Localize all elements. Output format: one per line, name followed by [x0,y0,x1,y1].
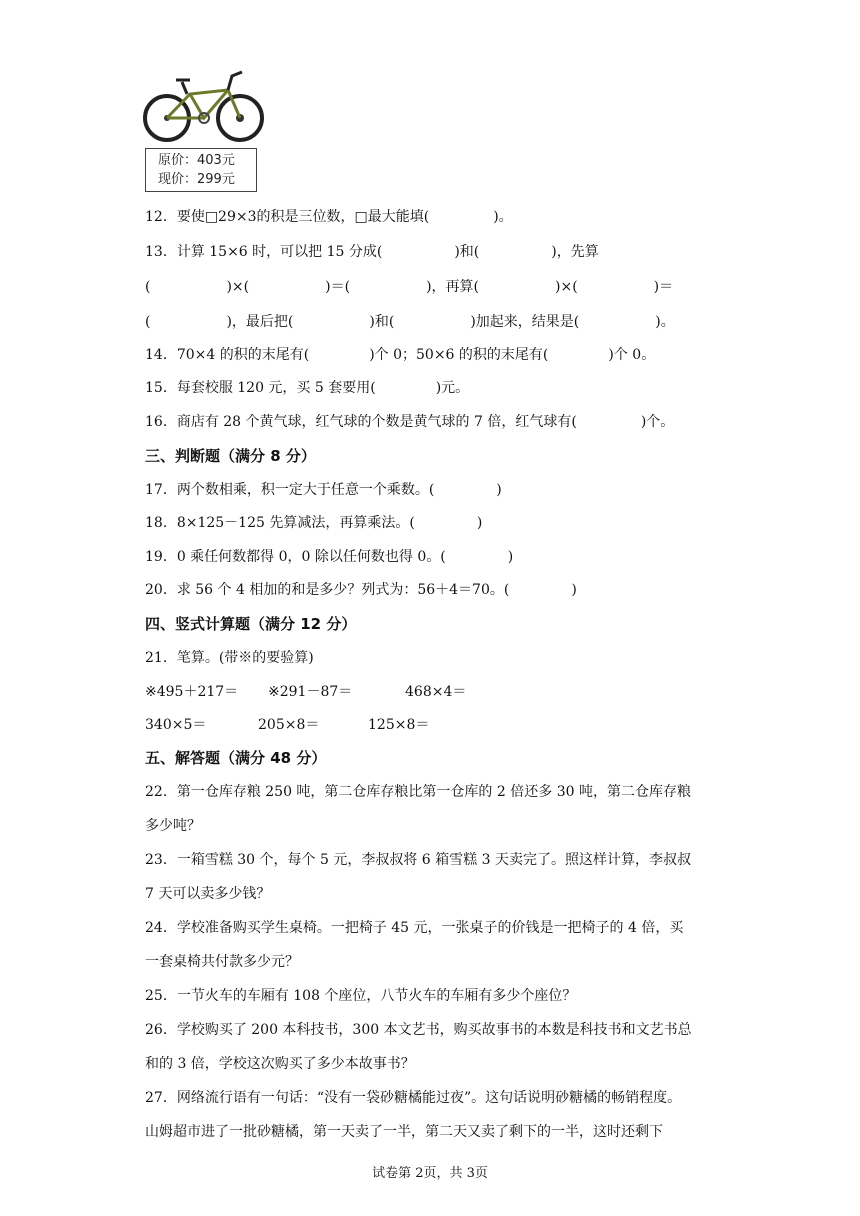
question-22-line-1: 22．第一仓库存粮 250 吨，第二仓库存粮比第一仓库的 2 倍还多 30 吨，第二仓库存粮 [145,784,691,800]
calc-1: ※495＋217＝ [145,684,239,700]
question-12: 12．要使□29×3的积是三位数，□最大能填( )。 [145,209,513,225]
question-13: 13．计算 15×6 时，可以把 15 分成( )和( )，先算 [145,244,599,260]
calc-6: 125×8＝ [368,717,430,733]
question-25: 25．一节火车的车厢有 108 个座位，八节火车的车厢有多少个座位？ [145,988,577,1004]
question-22-line-2: 多少吨？ [145,818,201,834]
question-23-line-1: 23．一箱雪糕 30 个，每个 5 元，李叔叔将 6 箱雪糕 3 天卖完了。照这样计算，李叔叔 [145,852,691,868]
current-price: 现价：299元 [158,172,235,187]
question-26-line-1: 26．学校购买了 200 本科技书，300 本文艺书，购买故事书的本数是科技书和文艺书总 [145,1022,692,1038]
calc-4: 340×5＝ [145,717,207,733]
question-18: 18．8×125－125 先算减法，再算乘法。( ) [145,515,483,531]
question-24-line-2: 一套桌椅共付款多少元？ [145,954,299,970]
calc-5: 205×8＝ [258,717,320,733]
original-price: 原价：403元 [158,153,235,168]
question-17: 17．两个数相乘，积一定大于任意一个乘数。( ) [145,482,502,498]
question-21: 21．笔算。(带※的要验算) [145,650,314,666]
question-14: 14．70×4 的积的末尾有( )个 0；50×6 的积的末尾有( )个 0。 [145,347,656,363]
question-26-line-2: 和的 3 倍，学校这次购买了多少本故事书？ [145,1056,415,1072]
calc-3: 468×4＝ [405,684,467,700]
question-24-line-1: 24．学校准备购买学生桌椅。一把椅子 45 元，一张桌子的价钱是一把椅子的 4 倍，买 [145,920,684,936]
bicycle-image [142,68,266,144]
question-19: 19．0 乘任何数都得 0，0 除以任何数也得 0。( ) [145,549,514,565]
section-3-heading: 三、判断题（满分 8 分） [145,447,316,465]
question-27-line-1: 27．网络流行语有一句话：“没有一袋砂糖橘能过夜”。这句话说明砂糖橘的畅销程度。 [145,1090,682,1106]
question-15: 15．每套校服 120 元，买 5 套要用( )元。 [145,380,470,396]
section-5-heading: 五、解答题（满分 48 分） [145,749,327,767]
question-20: 20．求 56 个 4 相加的和是多少？列式为：56＋4＝70。( ) [145,582,577,598]
question-13-line-2: ( )×( )＝( )，再算( )×( )＝ [145,279,674,295]
price-tag [145,148,257,192]
question-27-line-2: 山姆超市进了一批砂糖橘，第一天卖了一半，第二天又卖了剩下的一半，这时还剩下 [145,1124,663,1140]
page-footer: 试卷第 2页，共 3页 [372,1166,488,1181]
calc-2: ※291－87＝ [268,684,353,700]
section-4-heading: 四、竖式计算题（满分 12 分） [145,615,357,633]
question-16: 16．商店有 28 个黄气球，红气球的个数是黄气球的 7 倍，红气球有( )个。 [145,414,675,430]
question-13-line-3: ( )，最后把( )和( )加起来，结果是( )。 [145,314,675,330]
question-23-line-2: 7 天可以卖多少钱？ [145,886,271,902]
